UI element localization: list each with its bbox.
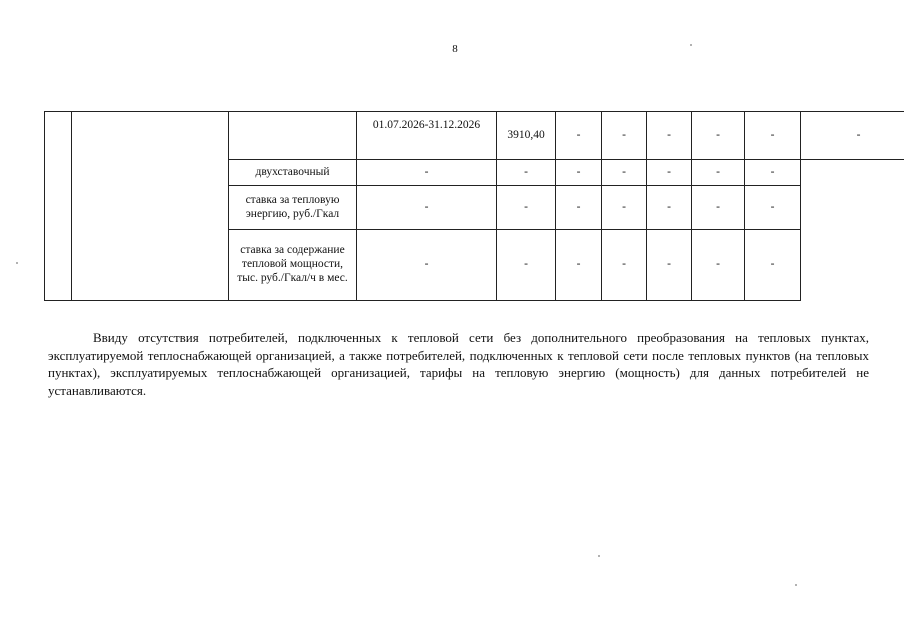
value-cell: - xyxy=(692,230,745,301)
value-cell: - xyxy=(602,186,647,230)
value-cell: - xyxy=(556,186,602,230)
period-cell: - xyxy=(357,230,497,301)
value-cell: - xyxy=(647,230,692,301)
row-group-cell xyxy=(45,112,72,301)
value-cell: - xyxy=(692,186,745,230)
page-number: 8 xyxy=(452,43,458,55)
value-cell: - xyxy=(647,112,692,160)
period-cell: 01.07.2026-31.12.2026 xyxy=(357,112,497,160)
value-cell: 3910,40 xyxy=(497,112,556,160)
value-cell: - xyxy=(745,112,801,160)
rate-label-cell: ставка за содержание тепловой мощности, тыс. руб./Гкал/ч в мес. xyxy=(229,230,357,301)
rate-label-cell: двухставочный xyxy=(229,160,357,186)
tariff-table xyxy=(44,111,904,301)
organization-cell xyxy=(72,112,229,301)
value-cell: - xyxy=(602,160,647,186)
value-cell: - xyxy=(556,160,602,186)
value-cell: - xyxy=(647,160,692,186)
value-cell: - xyxy=(556,230,602,301)
value-cell: - xyxy=(745,160,801,186)
value-cell: - xyxy=(497,160,556,186)
value-cell: - xyxy=(556,112,602,160)
value-cell: - xyxy=(801,112,904,160)
value-cell: - xyxy=(497,186,556,230)
period-cell: - xyxy=(357,186,497,230)
value-cell: - xyxy=(602,230,647,301)
value-cell: - xyxy=(692,160,745,186)
scan-speck xyxy=(690,44,692,46)
value-cell: - xyxy=(497,230,556,301)
period-cell: - xyxy=(357,160,497,186)
value-cell: - xyxy=(745,186,801,230)
scan-speck xyxy=(795,584,797,586)
scan-speck xyxy=(598,555,600,557)
body-paragraph: Ввиду отсутствия потребителей, подключенных к тепловой сети без дополнительного преобразования на тепловых пунктах, эксплуатируемой теплоснабжающей организацией, а также потребителей, подключенных к тепловой сети после тепловых пунктов (на тепловых пунктах), эксплуатируемых теплоснабжающей организацией, тарифы на тепловую энергию (мощность) для данных потребителей не устанавливаются. xyxy=(48,330,869,398)
value-cell: - xyxy=(647,186,692,230)
value-cell: - xyxy=(602,112,647,160)
value-cell: - xyxy=(745,230,801,301)
scan-speck xyxy=(16,262,18,264)
value-cell: - xyxy=(692,112,745,160)
table-row xyxy=(45,112,904,160)
rate-label-cell xyxy=(229,112,357,160)
rate-label-cell: ставка за тепловую энергию, руб./Гкал xyxy=(229,186,357,230)
